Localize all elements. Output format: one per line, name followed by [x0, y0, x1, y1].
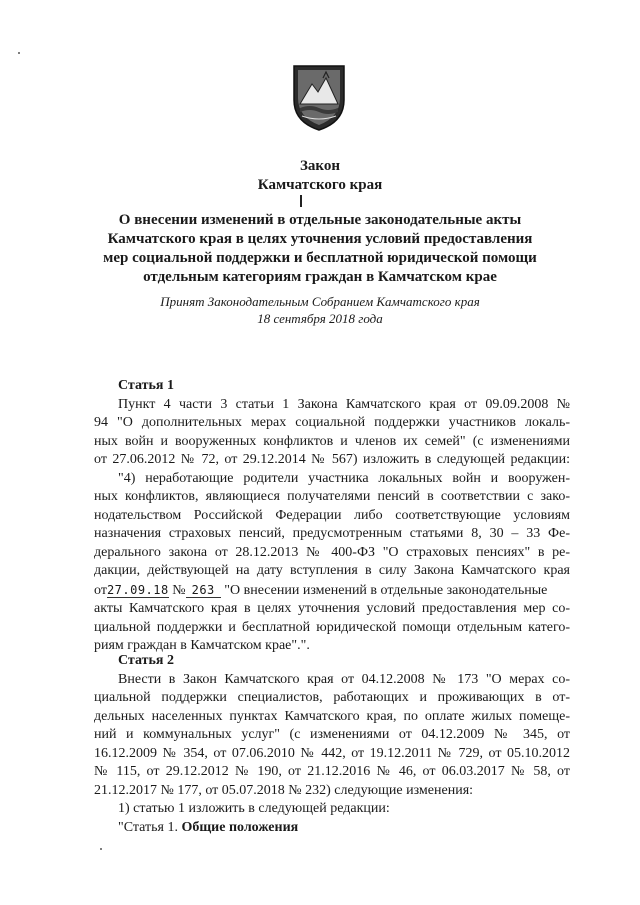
article-2-line: 21.12.2017 № 177, от 05.07.2018 № 232) следующие изменения: — [94, 782, 474, 798]
article-2-line: № 115, от 29.12.2012 № 190, от 21.12.2016 № 46, от 06.03.2017 № 58, от — [94, 764, 570, 779]
article-1-line: нодательством Российской Федерации либо соответствующие условиям — [94, 507, 570, 523]
article-1-line: акты Камчатского края в целях уточнения условий предоставления мер со- — [94, 601, 570, 616]
article-2 — [94, 652, 570, 837]
law-subject — [100, 211, 540, 287]
reference-number-sign: № — [172, 582, 186, 598]
article-1-line: ных конфликтов, являющиеся получателями пенсий в соответствии с зако- — [94, 489, 570, 504]
article-1-line: циальной поддержки и бесплатной юридической помощи отдельным катего- — [94, 619, 570, 635]
coat-of-arms-emblem — [290, 60, 348, 132]
reference-rest: "О внесении изменений в отдельные законодательные — [224, 582, 548, 598]
article-2-line: Внести в Закон Камчатского края от 04.12.2008 № 173 "О мерах со- — [118, 671, 570, 687]
article-2-quoted-heading — [118, 819, 570, 838]
article-1-line: "4) неработающие родители участника локальных войн и вооружен- — [118, 470, 570, 486]
article-1-line: 94 "О дополнительных мерах социальной поддержки участников локаль- — [94, 415, 570, 430]
article-1-line: ных войн и вооруженных конфликтов и членов их семей" (с изменениями — [94, 433, 570, 449]
text-cursor-mark — [300, 195, 302, 207]
subject-line: О внесении изменений в отдельные законодательные акты — [118, 212, 522, 228]
article-1-line: дерального закона от 28.12.2013 № 400-ФЗ "О страховых пенсиях" в ре- — [94, 544, 570, 560]
adoption-body: Принят Законодательным Собранием Камчатского края — [160, 294, 480, 309]
adoption-note — [0, 293, 640, 327]
article-2-line: 16.12.2009 № 354, от 07.06.2010 № 442, от 19.12.2011 № 729, от 05.10.2012 — [94, 745, 570, 761]
subject-line: отдельным категориям граждан в Камчатском крае — [143, 269, 497, 285]
subject-line: Камчатского края в целях уточнения условий предоставления — [107, 231, 533, 247]
quoted-article-number: "Статья 1. — [118, 819, 178, 835]
law-title: Закон — [299, 158, 340, 174]
article-2-item: 1) статью 1 изложить в следующей редакции: — [118, 801, 390, 816]
article-1-line: риям граждан в Камчатском крае".". — [94, 638, 310, 653]
handwritten-number: 263 — [186, 583, 221, 598]
article-1-line: от 27.06.2012 № 72, от 29.12.2014 № 567) изложить в следующей редакции: — [94, 452, 570, 467]
quoted-article-title: Общие положения — [181, 819, 299, 835]
article-2-line: ний и коммунальных услуг" (с изменениями от 04.12.2009 № 345, от — [94, 727, 570, 742]
adoption-date: 18 сентября 2018 года — [257, 311, 383, 326]
article-1-heading: Статья 1 — [118, 378, 174, 393]
article-1 — [94, 377, 570, 656]
article-1-reference-line — [94, 581, 570, 601]
scan-speck — [18, 52, 20, 54]
handwritten-date: 27.09.18 — [106, 582, 169, 597]
article-2-line: циальной поддержки специалистов, работающих и проживающих в от- — [94, 690, 570, 705]
scan-speck — [100, 848, 102, 850]
article-1-line: Пункт 4 части 3 статьи 1 Закона Камчатского края от 09.09.2008 № — [118, 396, 570, 412]
subject-line: мер социальной поддержки и бесплатной юридической помощи — [103, 250, 537, 266]
article-2-heading: Статья 2 — [118, 653, 174, 668]
article-1-line: дакции, действующей на дату вступления в силу Закона Камчатского края — [94, 563, 570, 578]
reference-prefix: от — [94, 582, 107, 598]
article-2-line: дельных населенных пунктах Камчатского края, по оплате жилых помеще- — [94, 708, 570, 724]
article-1-line: назначения страховых пенсий, предусмотренным статьями 8, 30 – 33 Фе- — [94, 526, 570, 541]
law-region: Камчатского края — [257, 177, 383, 193]
